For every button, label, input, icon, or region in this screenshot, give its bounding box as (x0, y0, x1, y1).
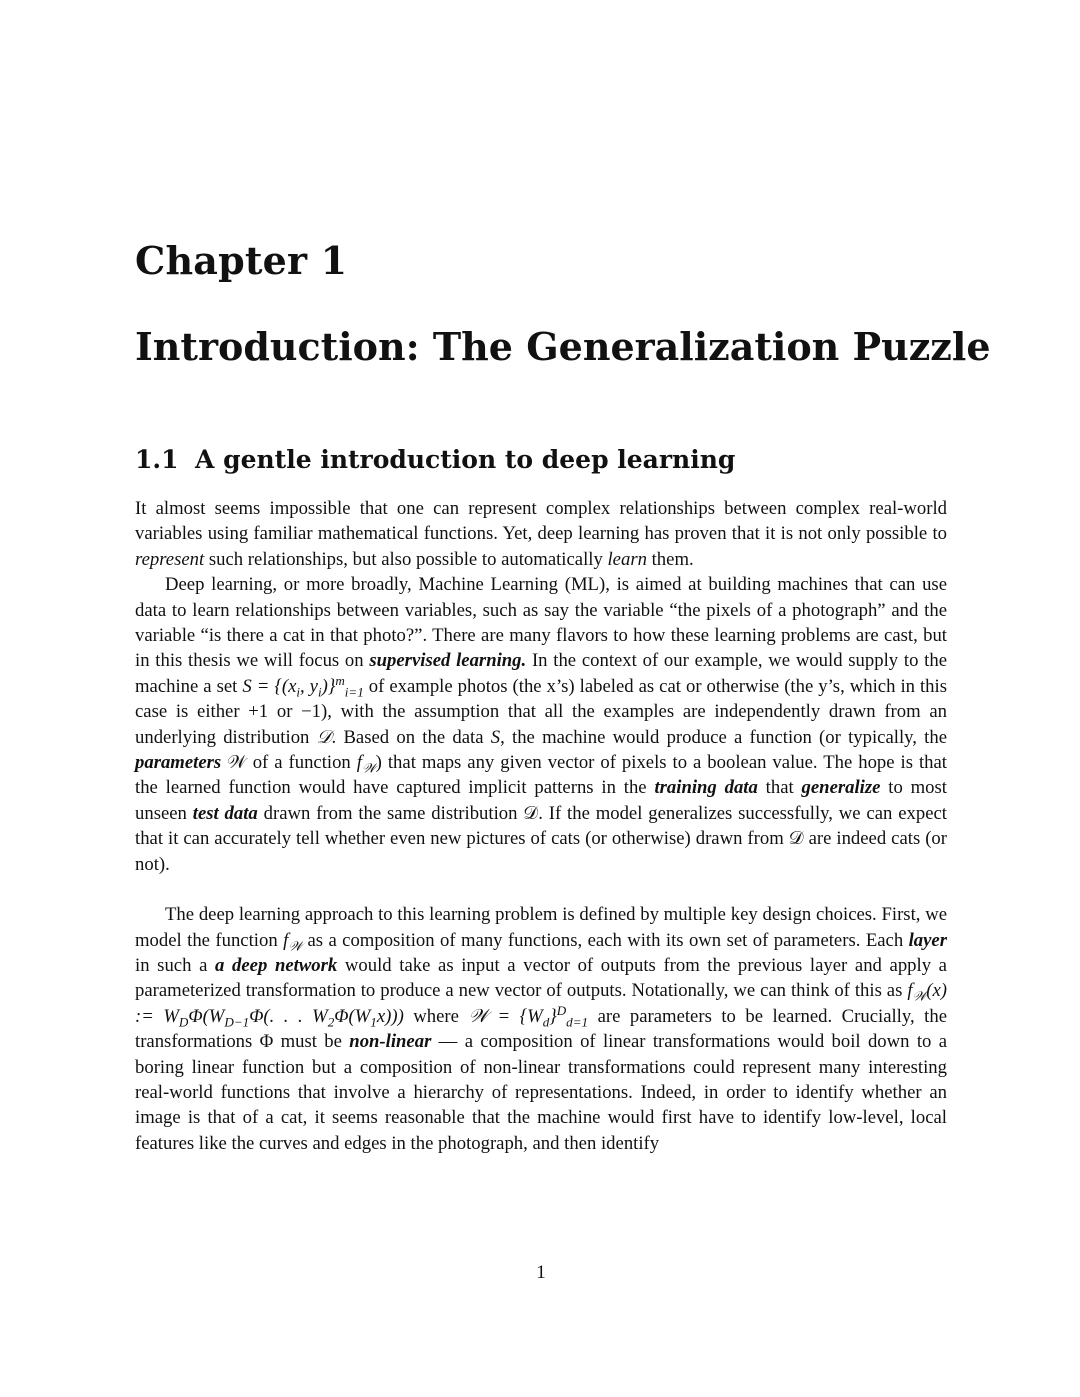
emphasis-non-linear: non-linear (349, 1031, 432, 1053)
emphasis-layer: layer (908, 929, 947, 951)
math-sub: i (296, 684, 300, 700)
math-sub: 𝒲 (361, 760, 376, 776)
p3-text-4: would take as input a vector of outputs from the previous layer and apply a parameterized transformation to produce a new vector of outputs. Notationally, we can think of this as (135, 954, 947, 1002)
math-part: x))) (376, 1005, 404, 1027)
p3-text-3: in such a (135, 954, 216, 976)
math-part: Φ(. . . W (249, 1005, 328, 1027)
p2-text-10: drawn from the same distribution 𝒟. If the model generalizes successfully, we can expect that it can accurately tell whether even new pictures of cats (or otherwise) drawn from 𝒟 are indeed cats (or not). (135, 802, 947, 875)
math-part: , y (300, 675, 318, 697)
math-part: } (549, 1005, 557, 1027)
math-S: S (490, 726, 501, 748)
chapter-title: Introduction: The Generalization Puzzle (135, 324, 991, 369)
math-part: )} (321, 675, 336, 697)
math-fW (283, 929, 303, 954)
emphasis-supervised-learning: supervised learning. (369, 650, 527, 672)
math-part: f (907, 980, 913, 1002)
emphasis-generalize: generalize (801, 777, 881, 799)
math-part: (x) := W (135, 980, 947, 1027)
emphasis-learn: learn (607, 548, 647, 570)
math-fW (356, 752, 376, 776)
math-part: S = {(x (242, 675, 297, 697)
math-sub: D−1 (224, 1014, 250, 1030)
math-sub: d=1 (566, 1014, 589, 1030)
p1-text-3: them. (646, 548, 694, 570)
body-text (135, 496, 947, 1156)
p2-text-4: . Based on the data (331, 726, 491, 748)
math-sub: i (317, 684, 322, 700)
math-part: 𝒲 = {W (468, 1005, 543, 1027)
math-distribution: 𝒟 (316, 726, 332, 748)
emphasis-test-data: test data (192, 802, 258, 824)
p2-text-1: Deep learning, or more broadly, Machine Learning (ML), is aimed at building machines that can use data to learn relationships between variables, such as say the variable “the pixels of a photograph” and the variable “is there a cat in that photo?”. There are many flavors to how these learning problems are cast, but in this thesis we will focus on (135, 574, 947, 672)
math-sub: 𝒲 (288, 938, 303, 954)
p2-text-6: 𝒲 of a function (221, 752, 357, 774)
math-sub: d (542, 1014, 550, 1030)
math-sub: 2 (327, 1014, 335, 1030)
math-part: f (283, 929, 289, 951)
section-number: 1.1 (135, 445, 179, 474)
math-sub: 𝒲 (912, 989, 927, 1005)
math-sup: D (556, 1002, 567, 1018)
math-sub: i=1 (344, 684, 364, 700)
paper-page (135, 0, 991, 1397)
emphasis-deep-network: a deep network (215, 954, 338, 976)
section-heading (135, 442, 735, 478)
paragraph-2 (135, 572, 947, 877)
p3-text-7: — a composition of linear transformations would boil down to a boring linear function but a composition of non-linear transformations could represent many interesting real-world functions that involve a hierarchy of representations. Indeed, in order to identify whether an image is that of a cat, it seems reasonable that the machine would first have to identify low-level, local features like the curves and edges in the photograph, and then identify (135, 1031, 947, 1154)
p2-text-3: of example photos (the x’s) labeled as cat or otherwise (the y’s, which in this case is either +1 or −1), with the assumption that all the examples are independently drawn from an underlying distribution (135, 675, 947, 748)
p2-text-9: to most unseen (135, 777, 947, 824)
math-training-set (242, 672, 364, 700)
p2-text-8: that (757, 777, 802, 799)
chapter-label: Chapter 1 (135, 238, 348, 283)
emphasis-parameters: parameters (135, 752, 222, 774)
emphasis-training-data: training data (654, 777, 758, 799)
math-part: Φ(W (188, 1005, 225, 1027)
math-part: f (356, 752, 362, 774)
p3-text-5: where (403, 1005, 469, 1027)
p2-text-2: In the context of our example, we would supply to the machine a set (135, 650, 947, 697)
p1-text-1: It almost seems impossible that one can represent complex relationships between complex real-world variables using familiar mathematical functions. Yet, deep learning has proven that it is not only possible to (135, 498, 947, 545)
section-title: A gentle introduction to deep learning (195, 445, 736, 474)
p2-text-7: ) that maps any given vector of pixels to a boolean value. The hope is that the learned function would have captured implicit patterns in the (135, 752, 947, 799)
paragraph-3 (135, 902, 947, 1156)
math-sub: D (178, 1014, 189, 1030)
p1-text-2: such relationships, but also possible to automatically (204, 548, 608, 570)
p3-text-1: The deep learning approach to this learning problem is defined by multiple key design choices. First, we model the function (135, 904, 947, 951)
p3-text-6: are parameters to be learned. Crucially, the transformations Φ must be (135, 1005, 947, 1053)
math-parameter-set (468, 1002, 589, 1030)
page-number: 1 (536, 1262, 546, 1283)
emphasis-represent: represent (135, 548, 205, 570)
math-sub: 1 (370, 1014, 377, 1030)
p3-text-2: as a composition of many functions, each with its own set of parameters. Each (302, 929, 909, 951)
paragraph-1 (135, 496, 947, 572)
p2-text-5: , the machine would produce a function (or typically, the (500, 726, 948, 748)
math-sup: m (335, 672, 345, 688)
math-part: Φ(W (334, 1005, 371, 1027)
